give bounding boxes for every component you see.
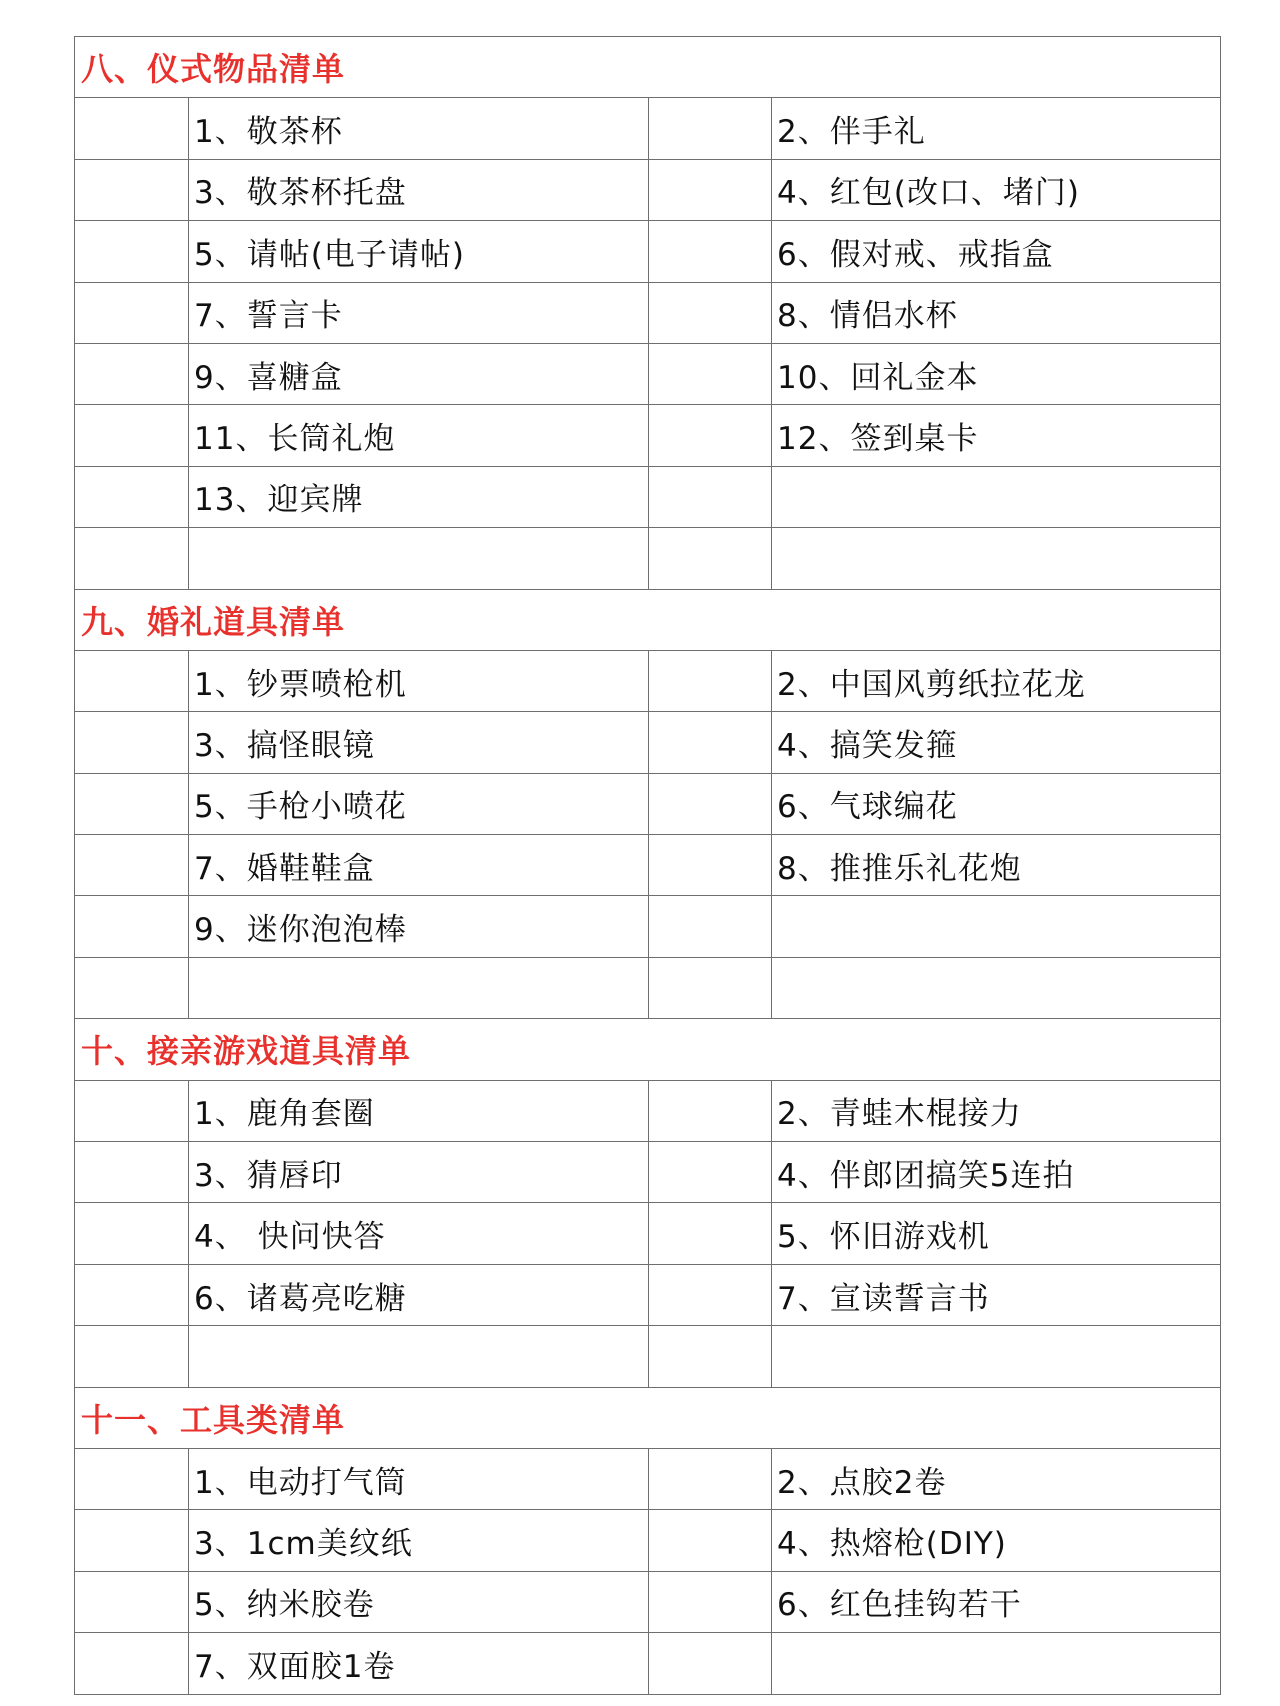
item-cell-right (772, 1326, 1221, 1387)
check-cell-left (75, 1510, 189, 1571)
checklist-row (75, 1510, 1221, 1571)
check-cell-left (75, 1571, 189, 1632)
checklist-row (75, 835, 1221, 896)
item-cell-left: 9、喜糖盒 (189, 343, 649, 404)
check-cell-left (75, 773, 189, 834)
check-cell-left (75, 896, 189, 957)
check-cell-right (649, 98, 772, 159)
checklist-row (75, 405, 1221, 466)
checklist-row (75, 343, 1221, 404)
check-cell-right (649, 528, 772, 589)
check-cell-right (649, 1142, 772, 1203)
check-cell-left (75, 1142, 189, 1203)
check-cell-left (75, 159, 189, 220)
checklist-body (75, 37, 1221, 1695)
item-cell-right (772, 896, 1221, 957)
item-cell-right (772, 528, 1221, 589)
item-cell-right: 4、搞笑发箍 (772, 712, 1221, 773)
item-cell-left (189, 528, 649, 589)
check-cell-right (649, 773, 772, 834)
checklist-row (75, 957, 1221, 1018)
checklist-row (75, 221, 1221, 282)
item-cell-right: 4、伴郎团搞笑5连拍 (772, 1142, 1221, 1203)
check-cell-right (649, 835, 772, 896)
item-cell-left: 9、迷你泡泡棒 (189, 896, 649, 957)
checklist-row (75, 773, 1221, 834)
item-cell-left: 3、搞怪眼镜 (189, 712, 649, 773)
check-cell-right (649, 405, 772, 466)
checklist-row (75, 528, 1221, 589)
item-cell-left: 3、敬茶杯托盘 (189, 159, 649, 220)
item-cell-right: 7、宣读誓言书 (772, 1264, 1221, 1325)
item-cell-left: 5、请帖(电子请帖) (189, 221, 649, 282)
section-title: 十一、工具类清单 (75, 1387, 1221, 1448)
check-cell-right (649, 1633, 772, 1694)
section-header-row (75, 37, 1221, 98)
item-cell-left: 3、猜唇印 (189, 1142, 649, 1203)
item-cell-left: 1、敬茶杯 (189, 98, 649, 159)
checklist-row (75, 159, 1221, 220)
item-cell-left: 11、长筒礼炮 (189, 405, 649, 466)
checklist-row (75, 712, 1221, 773)
item-cell-right (772, 957, 1221, 1018)
item-cell-right: 5、怀旧游戏机 (772, 1203, 1221, 1264)
check-cell-right (649, 957, 772, 1018)
item-cell-left: 13、迎宾牌 (189, 466, 649, 527)
item-cell-left (189, 957, 649, 1018)
check-cell-right (649, 1448, 772, 1509)
item-cell-left: 3、1cm美纹纸 (189, 1510, 649, 1571)
check-cell-left (75, 528, 189, 589)
section-header-row (75, 589, 1221, 650)
item-cell-right: 10、回礼金本 (772, 343, 1221, 404)
item-cell-left: 1、电动打气筒 (189, 1448, 649, 1509)
check-cell-right (649, 466, 772, 527)
item-cell-right (772, 1633, 1221, 1694)
check-cell-right (649, 896, 772, 957)
checklist-row (75, 1633, 1221, 1694)
item-cell-right: 4、红包(改口、堵门) (772, 159, 1221, 220)
item-cell-left: 7、双面胶1卷 (189, 1633, 649, 1694)
item-cell-right: 8、推推乐礼花炮 (772, 835, 1221, 896)
checklist-row (75, 466, 1221, 527)
check-cell-left (75, 98, 189, 159)
checklist-table (74, 36, 1221, 1695)
checklist-row (75, 1264, 1221, 1325)
check-cell-left (75, 221, 189, 282)
check-cell-left (75, 1326, 189, 1387)
check-cell-left (75, 712, 189, 773)
check-cell-right (649, 1571, 772, 1632)
check-cell-left (75, 343, 189, 404)
item-cell-left: 4、 快问快答 (189, 1203, 649, 1264)
checklist-row (75, 1448, 1221, 1509)
check-cell-right (649, 282, 772, 343)
checklist-row (75, 1326, 1221, 1387)
check-cell-right (649, 159, 772, 220)
section-title: 八、仪式物品清单 (75, 37, 1221, 98)
check-cell-left (75, 1264, 189, 1325)
check-cell-right (649, 1080, 772, 1141)
check-cell-right (649, 1326, 772, 1387)
item-cell-right: 2、中国风剪纸拉花龙 (772, 650, 1221, 711)
item-cell-right: 2、青蛙木棍接力 (772, 1080, 1221, 1141)
checklist-row (75, 650, 1221, 711)
check-cell-right (649, 650, 772, 711)
check-cell-right (649, 1203, 772, 1264)
check-cell-right (649, 221, 772, 282)
item-cell-left: 1、鹿角套圈 (189, 1080, 649, 1141)
item-cell-left: 7、婚鞋鞋盒 (189, 835, 649, 896)
item-cell-right: 8、情侣水杯 (772, 282, 1221, 343)
item-cell-left: 1、钞票喷枪机 (189, 650, 649, 711)
item-cell-right: 2、点胶2卷 (772, 1448, 1221, 1509)
item-cell-right: 12、签到桌卡 (772, 405, 1221, 466)
section-header-row (75, 1019, 1221, 1080)
item-cell-right: 6、气球编花 (772, 773, 1221, 834)
check-cell-left (75, 405, 189, 466)
checklist-row (75, 1203, 1221, 1264)
check-cell-right (649, 343, 772, 404)
section-title: 十、接亲游戏道具清单 (75, 1019, 1221, 1080)
checklist-row (75, 1080, 1221, 1141)
check-cell-left (75, 1448, 189, 1509)
check-cell-left (75, 1633, 189, 1694)
item-cell-right: 4、热熔枪(DIY) (772, 1510, 1221, 1571)
section-header-row (75, 1387, 1221, 1448)
check-cell-left (75, 1080, 189, 1141)
item-cell-right: 6、假对戒、戒指盒 (772, 221, 1221, 282)
check-cell-right (649, 1264, 772, 1325)
item-cell-left: 6、诸葛亮吃糖 (189, 1264, 649, 1325)
item-cell-left: 5、手枪小喷花 (189, 773, 649, 834)
item-cell-left: 7、誓言卡 (189, 282, 649, 343)
check-cell-left (75, 835, 189, 896)
check-cell-left (75, 282, 189, 343)
section-title: 九、婚礼道具清单 (75, 589, 1221, 650)
checklist-row (75, 1571, 1221, 1632)
check-cell-left (75, 466, 189, 527)
item-cell-right: 6、红色挂钩若干 (772, 1571, 1221, 1632)
check-cell-right (649, 712, 772, 773)
checklist-row (75, 1142, 1221, 1203)
check-cell-left (75, 1203, 189, 1264)
item-cell-left (189, 1326, 649, 1387)
checklist-row (75, 282, 1221, 343)
item-cell-left: 5、纳米胶卷 (189, 1571, 649, 1632)
checklist-row (75, 896, 1221, 957)
check-cell-left (75, 957, 189, 1018)
item-cell-right: 2、伴手礼 (772, 98, 1221, 159)
item-cell-right (772, 466, 1221, 527)
check-cell-right (649, 1510, 772, 1571)
check-cell-left (75, 650, 189, 711)
checklist-row (75, 98, 1221, 159)
